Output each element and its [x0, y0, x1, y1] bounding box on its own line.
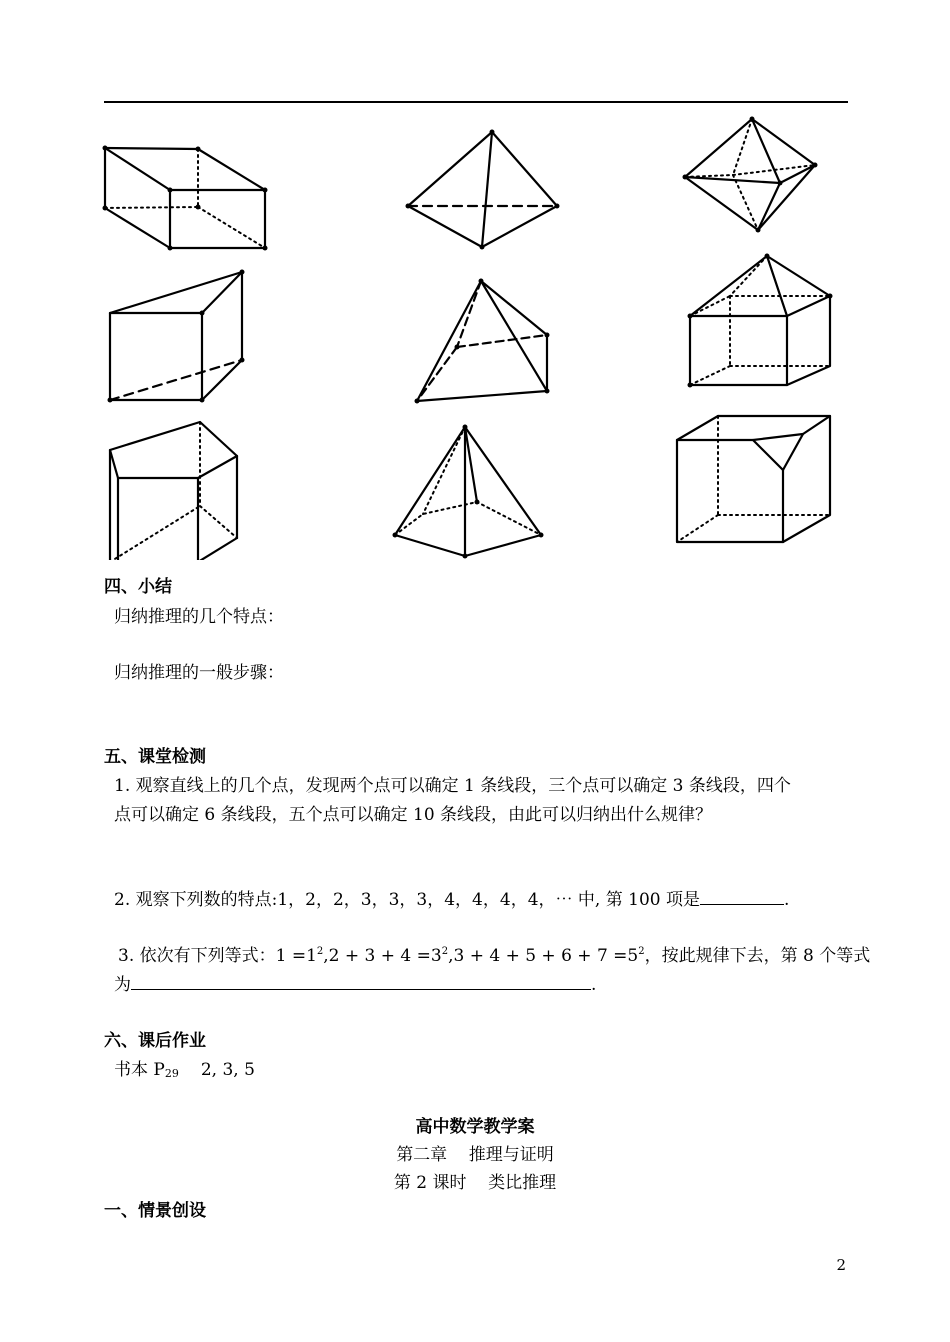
homework-page-number: 29 [164, 1067, 179, 1080]
next-lesson-chapter: 第二章 推理与证明 [396, 1145, 554, 1165]
q3-line2 [114, 975, 596, 995]
q3-exp1: 2 [316, 946, 324, 957]
section4-line1: 归纳推理的几个特点： [114, 607, 284, 627]
figure-tetrahedron [417, 281, 547, 401]
homework-line [114, 1060, 255, 1080]
section4-line2: 归纳推理的一般步骤： [114, 663, 284, 683]
q1-line1: 1. 观察直线上的几个点，发现两个点可以确定 1 条线段，三个点可以确定 3 条线段，四个 [114, 776, 791, 796]
q3-line2-end: . [591, 975, 597, 995]
section4-heading: 四、小结 [104, 577, 172, 597]
figure-pentagonal-prism [110, 422, 237, 560]
polyhedra-figures [0, 0, 950, 560]
section5-heading: 五、课堂检测 [104, 747, 206, 767]
q3-eq2: ,2 + 3 + 4 =3 [323, 946, 442, 966]
q3-exp2: 2 [441, 946, 449, 957]
q3-line1 [118, 946, 870, 966]
q3-line2-lead: 为 [114, 975, 131, 995]
next-lesson-lesson: 第 2 课时 类比推理 [393, 1173, 557, 1193]
figure-bipyramid [408, 132, 557, 247]
vertex-dots [103, 117, 833, 559]
q3-lead: 3. 依次有下列等式： [118, 946, 276, 966]
next-lesson-section1: 一、情景创设 [104, 1201, 206, 1221]
page-number: 2 [836, 1256, 846, 1274]
homework-book: 书本 P [114, 1060, 165, 1080]
next-lesson-title: 高中数学教学案 [415, 1117, 535, 1137]
section6-heading: 六、课后作业 [104, 1031, 206, 1051]
q3-exp3: 2 [638, 946, 645, 957]
q3-answer-blank [131, 975, 591, 990]
figure-octahedron [685, 119, 815, 230]
q3-eq3: ,3 + 4 + 5 + 6 + 7 =5 [448, 946, 639, 966]
q1-line2: 点可以确定 6 条线段，五个点可以确定 10 条线段，由此可以归纳出什么规律？ [114, 805, 713, 825]
figure-triangular-prism [110, 272, 242, 400]
figure-pentagonal-pyramid [395, 427, 541, 556]
figure-cube-with-pyramid [690, 256, 830, 385]
q2-end: . [783, 890, 790, 910]
q2-text: 2. 观察下列数的特点:1，2，2，3，3，3，4，4，4，4，⋯ 中, 第 100 项是 [114, 890, 700, 910]
homework-items: 2, 3, 5 [200, 1060, 255, 1080]
q2-line [114, 890, 789, 910]
q2-answer-blank [700, 890, 784, 905]
figure-box [105, 148, 265, 248]
figure-truncated-cube [677, 416, 830, 542]
q3-tail: ，按此规律下去，第 8 个等式 [644, 946, 871, 966]
q3-eq1: 1 =1 [275, 946, 317, 966]
